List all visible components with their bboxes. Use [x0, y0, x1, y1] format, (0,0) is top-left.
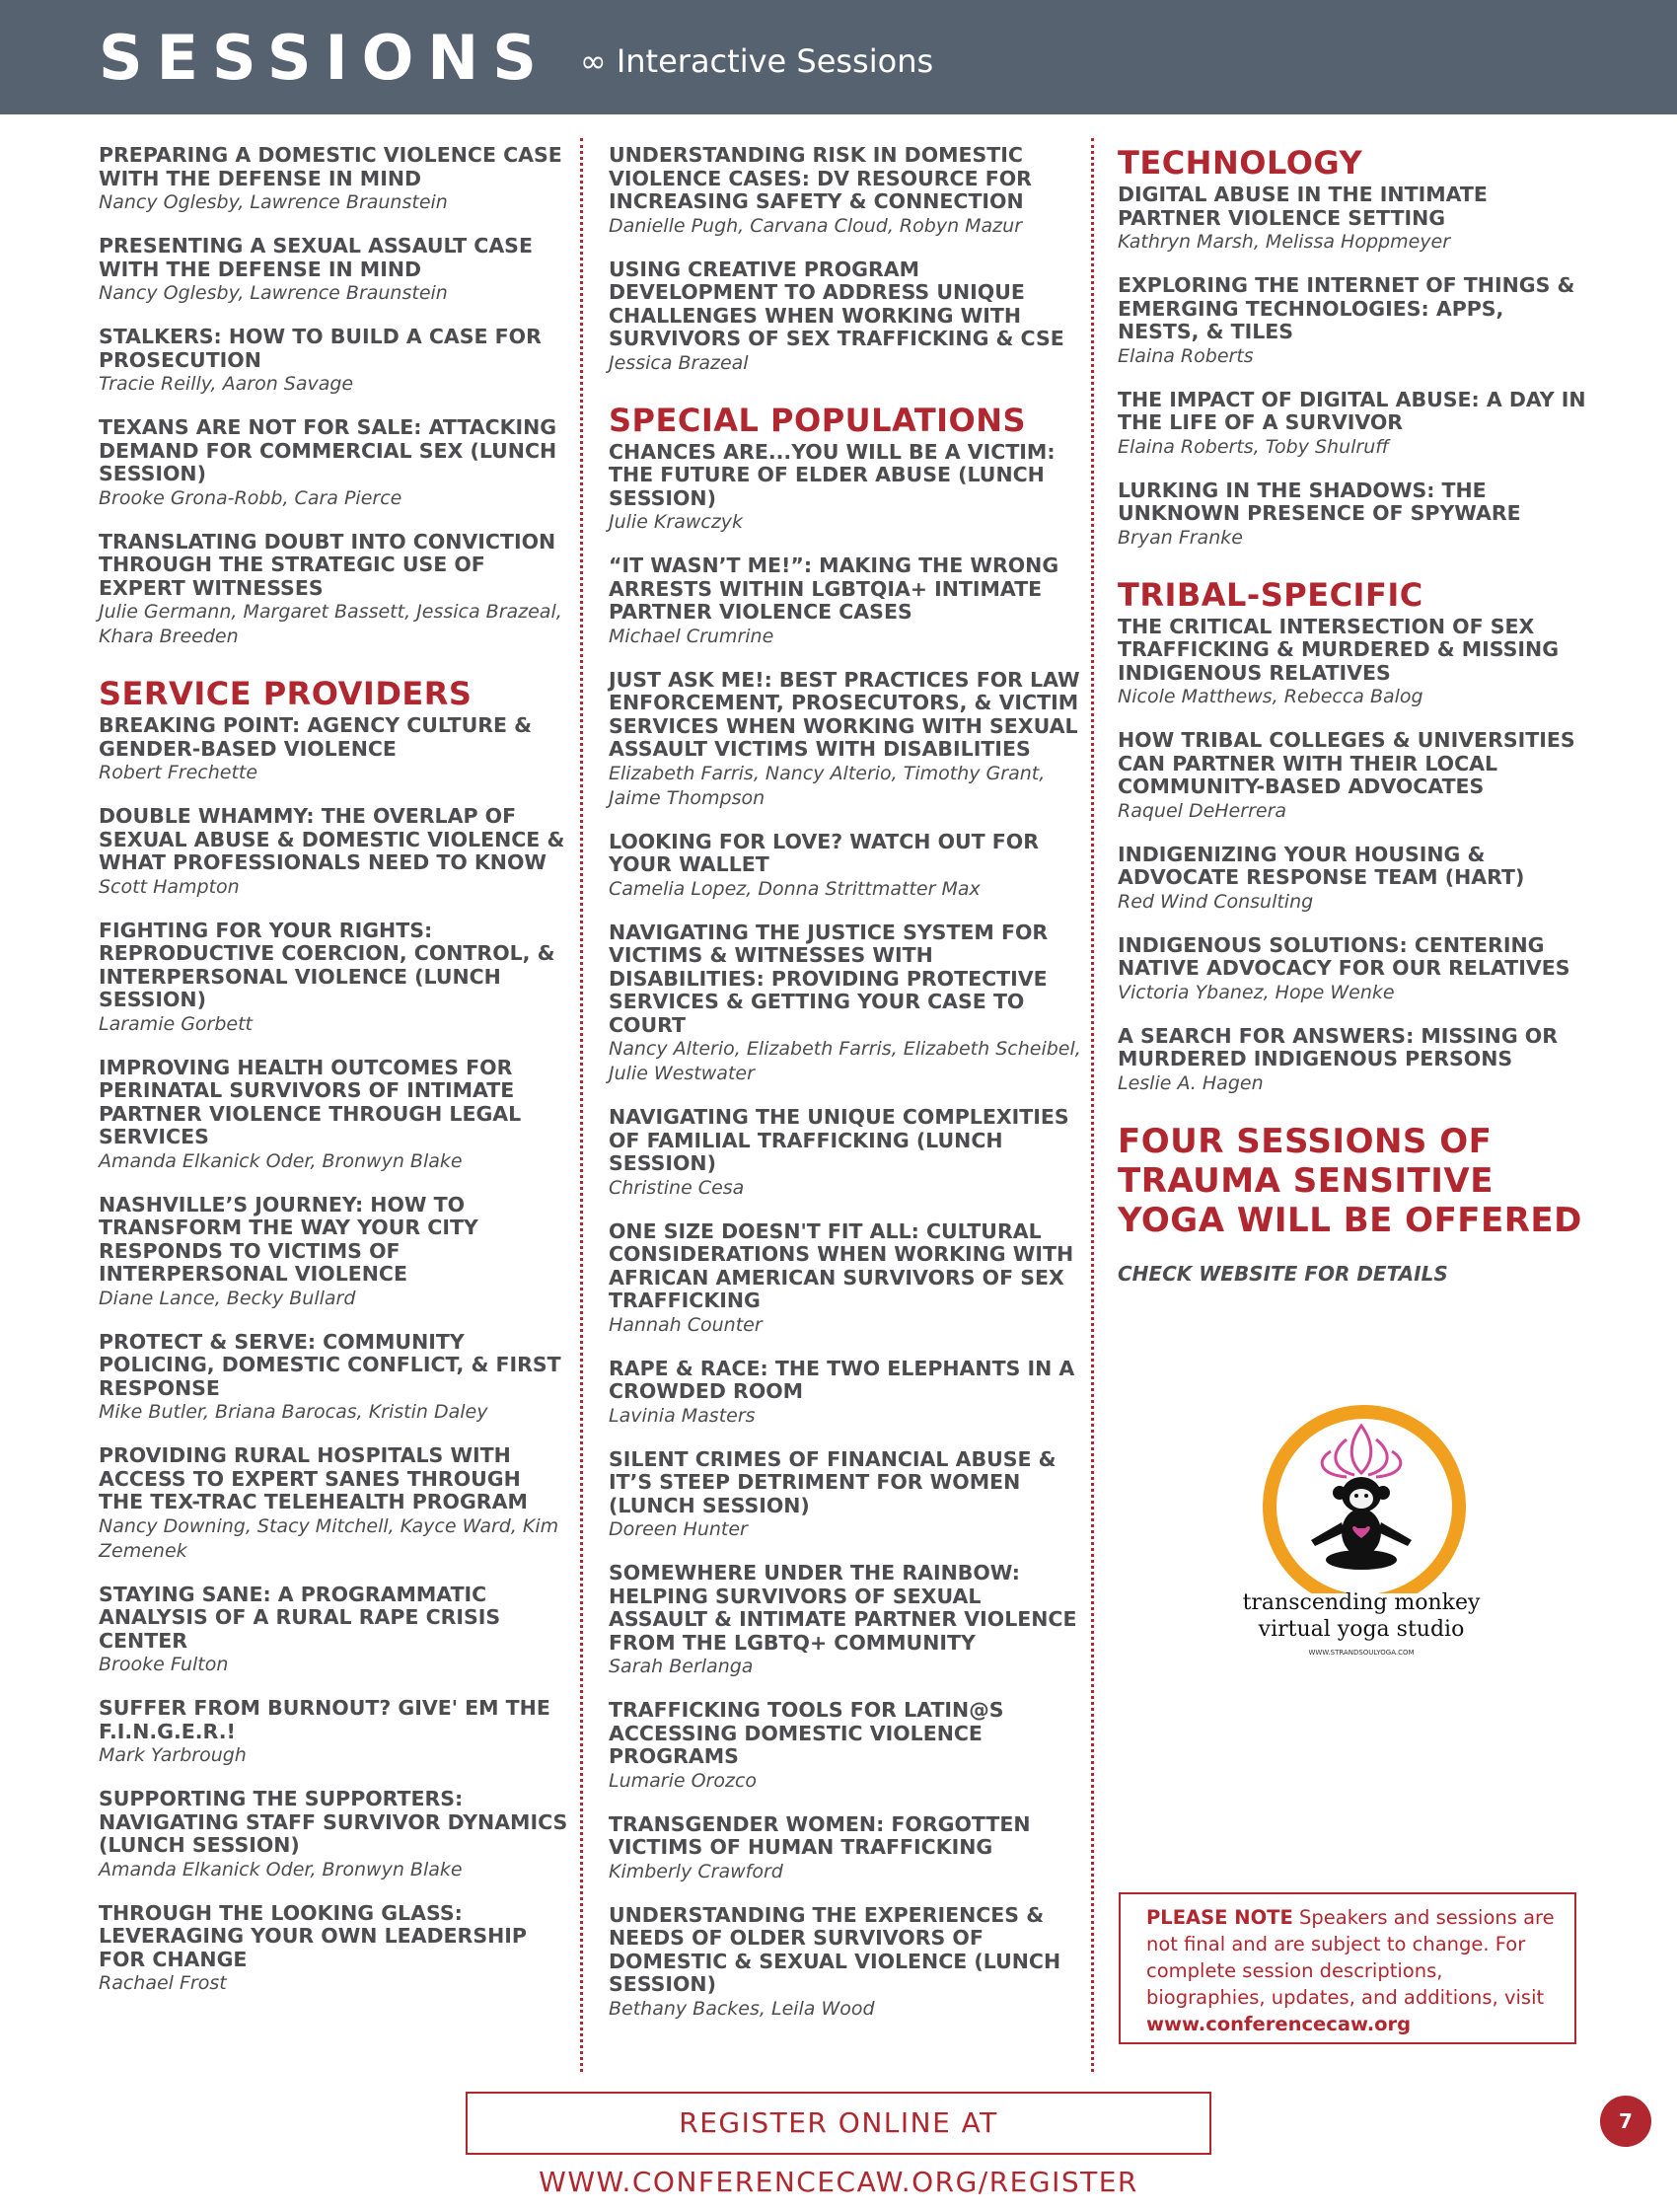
session-speakers: Mike Butler, Briana Barocas, Kristin Daley — [99, 1401, 488, 1423]
session-speakers: Red Wind Consulting — [1118, 890, 1314, 913]
session-speakers: Elaina Roberts — [1118, 344, 1254, 367]
session-speakers: Jessica Brazeal — [609, 351, 749, 374]
session-item — [99, 920, 572, 1037]
session-speakers: Nicole Matthews, Rebecca Balog — [1118, 686, 1423, 707]
section-heading-tribal-specific: TRIBAL-SPECIFIC — [1118, 575, 1423, 614]
session-list — [1118, 616, 1591, 1096]
note-text: Speakers and sessions are not final and are subject to change. For complete session descriptions, biographies, updates, and additions, visit — [1146, 1906, 1555, 2009]
section-heading-special-populations: SPECIAL POPULATIONS — [609, 401, 1027, 439]
session-item — [1118, 1025, 1591, 1096]
register-banner-link[interactable]: REGISTER ONLINE AT WWW.CONFERENCECAW.ORG/REGISTER — [466, 2092, 1211, 2155]
session-title: NAVIGATING THE UNIQUE COMPLEXITIES OF FAMILIAL TRAFFICKING (LUNCH SESSION) — [609, 1105, 1069, 1175]
session-speakers: Camelia Lopez, Donna Strittmatter Max — [609, 877, 981, 900]
section-heading-technology: TECHNOLOGY — [1118, 144, 1363, 182]
session-title: LOOKING FOR LOVE? WATCH OUT FOR YOUR WALLET — [609, 829, 1039, 876]
session-speakers: Nancy Alterio, Elizabeth Farris, Elizabeth Scheibel, Julie Westwater — [609, 1038, 1081, 1084]
session-speakers: Hannah Counter — [609, 1313, 763, 1336]
session-speakers: Nancy Oglesby, Lawrence Braunstein — [99, 191, 448, 213]
session-item — [609, 1699, 1082, 1794]
session-item — [1118, 274, 1591, 369]
session-list — [609, 441, 1082, 2022]
logo-line-3: WWW.STRANDSOULYOGA.COM — [1308, 1649, 1415, 1657]
session-title: THROUGH THE LOOKING GLASS: LEVERAGING YOUR OWN LEADERSHIP FOR CHANGE — [99, 1900, 527, 1971]
session-item — [1118, 389, 1591, 460]
session-title: FIGHTING FOR YOUR RIGHTS: REPRODUCTIVE COERCION, CONTROL, & INTERPERSONAL VIOLENCE (LUNCH SESSION) — [99, 918, 555, 1011]
session-item — [609, 669, 1082, 811]
session-item — [99, 805, 572, 900]
session-speakers: Nancy Oglesby, Lawrence Braunstein — [99, 282, 448, 304]
session-title: UNDERSTANDING RISK IN DOMESTIC VIOLENCE CASES: DV RESOURCE FOR INCREASING SAFETY & CONNECTION — [609, 143, 1032, 213]
session-speakers: Laramie Gorbett — [99, 1012, 254, 1035]
session-title: INDIGENOUS SOLUTIONS: CENTERING NATIVE ADVOCACY FOR OUR RELATIVES — [1118, 932, 1570, 980]
session-item — [99, 1788, 572, 1882]
session-title: THE CRITICAL INTERSECTION OF SEX TRAFFICKING & MURDERED & MISSING INDIGENOUS RELATIVES — [1118, 614, 1560, 685]
session-item — [99, 144, 572, 215]
session-title: TRANSGENDER WOMEN: FORGOTTEN VICTIMS OF HUMAN TRAFFICKING — [609, 1811, 1031, 1859]
session-title: PRESENTING A SEXUAL ASSAULT CASE WITH THE DEFENSE IN MIND — [99, 234, 533, 281]
session-title: BREAKING POINT: AGENCY CULTURE & GENDER-BASED VIOLENCE — [99, 713, 533, 761]
column-3 — [1118, 144, 1591, 1286]
session-speakers: Kimberly Crawford — [609, 1860, 783, 1882]
session-item — [609, 258, 1082, 376]
session-item — [609, 144, 1082, 239]
yoga-heading: FOUR SESSIONS OF TRAUMA SENSITIVE YOGA WILL BE OFFERED — [1118, 1121, 1582, 1240]
session-title: RAPE & RACE: THE TWO ELEPHANTS IN A CROWDED ROOM — [609, 1356, 1075, 1403]
session-title: CHANCES ARE...YOU WILL BE A VICTIM: THE FUTURE OF ELDER ABUSE (LUNCH SESSION) — [609, 439, 1056, 510]
session-title: INDIGENIZING YOUR HOUSING & ADVOCATE RESPONSE TEAM (HART) — [1118, 842, 1525, 889]
session-speakers: Kathryn Marsh, Melissa Hoppmeyer — [1118, 231, 1451, 253]
session-list — [1118, 184, 1591, 551]
session-speakers: Doreen Hunter — [609, 1518, 748, 1540]
session-speakers: Nancy Downing, Stacy Mitchell, Kayce Ward, Kim Zemenek — [99, 1514, 559, 1562]
page-header — [0, 0, 1677, 114]
session-list — [609, 144, 1082, 376]
session-title: ONE SIZE DOESN'T FIT ALL: CULTURAL CONSIDERATIONS WHEN WORKING WITH AFRICAN AMERICAN SURVIVORS OF SEX TRAFFICKING — [609, 1218, 1074, 1312]
session-item — [99, 1902, 572, 1997]
session-speakers: Bethany Backes, Leila Wood — [609, 1997, 875, 2020]
session-item — [609, 554, 1082, 649]
session-item — [609, 1448, 1082, 1543]
session-item — [99, 1194, 572, 1311]
session-title: NASHVILLE’S JOURNEY: HOW TO TRANSFORM THE WAY YOUR CITY RESPONDS TO VICTIMS OF INTERPERSONAL VIOLENCE — [99, 1192, 478, 1286]
session-speakers: Sarah Berlanga — [609, 1656, 754, 1677]
yoga-studio-logo — [1228, 1396, 1495, 1672]
session-title: TEXANS ARE NOT FOR SALE: ATTACKING DEMAND FOR COMMERCIAL SEX (LUNCH SESSION) — [99, 415, 557, 485]
session-speakers: Elaina Roberts, Toby Shulruff — [1118, 435, 1389, 458]
session-title: HOW TRIBAL COLLEGES & UNIVERSITIES CAN PARTNER WITH THEIR LOCAL COMMUNITY-BASED ADVOCATES — [1118, 728, 1575, 798]
session-speakers: Rachael Frost — [99, 1972, 227, 1994]
session-speakers: Julie Germann, Margaret Bassett, Jessica Brazeal, Khara Breeden — [99, 601, 562, 647]
session-speakers: Brooke Grona-Robb, Cara Pierce — [99, 486, 402, 509]
session-item — [99, 326, 572, 397]
logo-line-1: transcending monkey — [1242, 1590, 1481, 1615]
session-title: SOMEWHERE UNDER THE RAINBOW: HELPING SURVIVORS OF SEXUAL ASSAULT & INTIMATE PARTNER VIOLENCE FROM THE LGBTQ+ COMMUNITY — [609, 1561, 1077, 1655]
session-title: PREPARING A DOMESTIC VIOLENCE CASE WITH THE DEFENSE IN MIND — [99, 143, 562, 190]
session-item — [99, 714, 572, 785]
session-speakers: Amanda Elkanick Oder, Bronwyn Blake — [99, 1149, 463, 1172]
session-title: NAVIGATING THE JUSTICE SYSTEM FOR VICTIMS & WITNESSES WITH DISABILITIES: PROVIDING PROTECTIVE SERVICES & GETTING YOUR CASE TO COURT — [609, 920, 1049, 1037]
page-title: SESSIONS — [99, 22, 550, 94]
column-2 — [609, 144, 1082, 2041]
session-item — [99, 1331, 572, 1426]
session-item — [99, 1057, 572, 1174]
session-item — [609, 831, 1082, 902]
session-speakers: Julie Krawczyk — [609, 511, 744, 533]
page-subtitle: ∞ Interactive Sessions — [580, 42, 934, 80]
session-title: SUPPORTING THE SUPPORTERS: NAVIGATING STAFF SURVIVOR DYNAMICS (LUNCH SESSION) — [99, 1787, 568, 1857]
session-title: JUST ASK ME!: BEST PRACTICES FOR LAW ENFORCEMENT, PROSECUTORS, & VICTIM SERVICES WHEN WORKING WITH SEXUAL ASSAULT VICTIMS WITH DISABILITIES — [609, 667, 1080, 761]
session-title: PROVIDING RURAL HOSPITALS WITH ACCESS TO EXPERT SANES THROUGH THE TEX-TRAC TELEHEALTH PROGRAM — [99, 1443, 528, 1513]
session-item — [99, 1584, 572, 1678]
note-url-link[interactable]: www.conferencecaw.org — [1146, 2013, 1412, 2035]
session-speakers: Lavinia Masters — [609, 1404, 756, 1427]
session-speakers: Raquel DeHerrera — [1118, 799, 1287, 822]
session-list — [99, 714, 572, 1996]
session-speakers: Elizabeth Farris, Nancy Alterio, Timothy Grant, Jaime Thompson — [609, 762, 1046, 809]
session-title: STAYING SANE: A PROGRAMMATIC ANALYSIS OF A RURAL RAPE CRISIS CENTER — [99, 1582, 501, 1653]
session-item — [609, 1562, 1082, 1679]
logo-line-2: virtual yoga studio — [1258, 1617, 1465, 1642]
session-title: LURKING IN THE SHADOWS: THE UNKNOWN PRESENCE OF SPYWARE — [1118, 478, 1521, 525]
session-speakers: Christine Cesa — [609, 1176, 745, 1199]
session-item — [1118, 729, 1591, 824]
session-speakers: Brooke Fulton — [99, 1654, 229, 1675]
session-speakers: Victoria Ybanez, Hope Wenke — [1118, 981, 1395, 1003]
session-speakers: Mark Yarbrough — [99, 1744, 247, 1766]
session-speakers: Leslie A. Hagen — [1118, 1071, 1264, 1094]
session-item — [99, 235, 572, 306]
section-heading-service-providers: SERVICE PROVIDERS — [99, 675, 473, 712]
session-title: PROTECT & SERVE: COMMUNITY POLICING, DOMESTIC CONFLICT, & FIRST RESPONSE — [99, 1329, 561, 1400]
monkey-lotus-icon — [1228, 1396, 1495, 1593]
session-item — [99, 416, 572, 511]
session-item — [99, 1444, 572, 1564]
column-divider — [580, 138, 583, 2072]
session-title: TRANSLATING DOUBT INTO CONVICTION THROUGH THE STRATEGIC USE OF EXPERT WITNESSES — [99, 529, 556, 600]
session-title: IMPROVING HEALTH OUTCOMES FOR PERINATAL SURVIVORS OF INTIMATE PARTNER VIOLENCE THROUGH LEGAL SERVICES — [99, 1055, 522, 1148]
session-speakers: Bryan Franke — [1118, 526, 1243, 549]
session-title: THE IMPACT OF DIGITAL ABUSE: A DAY IN THE LIFE OF A SURVIVOR — [1118, 387, 1586, 434]
session-title: TRAFFICKING TOOLS FOR LATIN@S ACCESSING DOMESTIC VIOLENCE PROGRAMS — [609, 1698, 1004, 1768]
session-item — [1118, 184, 1591, 255]
session-title: SILENT CRIMES OF FINANCIAL ABUSE & IT’S STEEP DETRIMENT FOR WOMEN (LUNCH SESSION) — [609, 1446, 1057, 1517]
session-item — [99, 1697, 572, 1768]
session-item — [99, 531, 572, 650]
session-speakers: Scott Hampton — [99, 875, 240, 898]
session-speakers: Danielle Pugh, Carvana Cloud, Robyn Mazur — [609, 214, 1023, 237]
session-title: DOUBLE WHAMMY: THE OVERLAP OF SEXUAL ABUSE & DOMESTIC VIOLENCE & WHAT PROFESSIONALS NEED TO KNOW — [99, 804, 565, 874]
session-speakers: Tracie Reilly, Aaron Savage — [99, 373, 354, 395]
session-item — [609, 1904, 1082, 2022]
session-item — [1118, 844, 1591, 915]
session-speakers: Lumarie Orozco — [609, 1769, 758, 1792]
please-note-box — [1119, 1892, 1576, 2044]
session-speakers: Amanda Elkanick Oder, Bronwyn Blake — [99, 1858, 463, 1880]
note-label: PLEASE NOTE — [1146, 1906, 1293, 1929]
session-title: USING CREATIVE PROGRAM DEVELOPMENT TO ADDRESS UNIQUE CHALLENGES WHEN WORKING WITH SURVIVORS OF SEX TRAFFICKING & CSE — [609, 257, 1064, 350]
session-item — [609, 441, 1082, 536]
session-title: STALKERS: HOW TO BUILD A CASE FOR PROSECUTION — [99, 325, 542, 372]
column-1 — [99, 144, 572, 2016]
session-title: UNDERSTANDING THE EXPERIENCES & NEEDS OF OLDER SURVIVORS OF DOMESTIC & SEXUAL VIOLENCE (LUNCH SESSION) — [609, 1902, 1061, 1996]
session-title: A SEARCH FOR ANSWERS: MISSING OR MURDERED INDIGENOUS PERSONS — [1118, 1023, 1558, 1070]
session-title: “IT WASN’T ME!”: MAKING THE WRONG ARRESTS WITHIN LGBTQIA+ INTIMATE PARTNER VIOLENCE CASES — [609, 553, 1059, 624]
session-speakers: Diane Lance, Becky Bullard — [99, 1287, 356, 1309]
session-item — [609, 1813, 1082, 1884]
session-speakers: Robert Frechette — [99, 762, 258, 783]
session-item — [609, 1106, 1082, 1201]
session-speakers: Michael Crumrine — [609, 625, 774, 647]
session-title: DIGITAL ABUSE IN THE INTIMATE PARTNER VIOLENCE SETTING — [1118, 183, 1488, 230]
session-item — [1118, 616, 1591, 710]
session-list — [99, 144, 572, 649]
session-title: EXPLORING THE INTERNET OF THINGS & EMERGING TECHNOLOGIES: APPS, NESTS, & TILES — [1118, 273, 1575, 343]
yoga-note: CHECK WEBSITE FOR DETAILS — [1118, 1261, 1448, 1286]
session-title: SUFFER FROM BURNOUT? GIVE' EM THE F.I.N.G.E.R.! — [99, 1696, 550, 1743]
column-divider — [1091, 138, 1094, 2072]
session-item — [1118, 934, 1591, 1005]
session-item — [609, 1220, 1082, 1338]
session-item — [609, 922, 1082, 1087]
page-number: 7 — [1600, 2096, 1651, 2147]
session-item — [609, 1358, 1082, 1429]
session-item — [1118, 479, 1591, 551]
